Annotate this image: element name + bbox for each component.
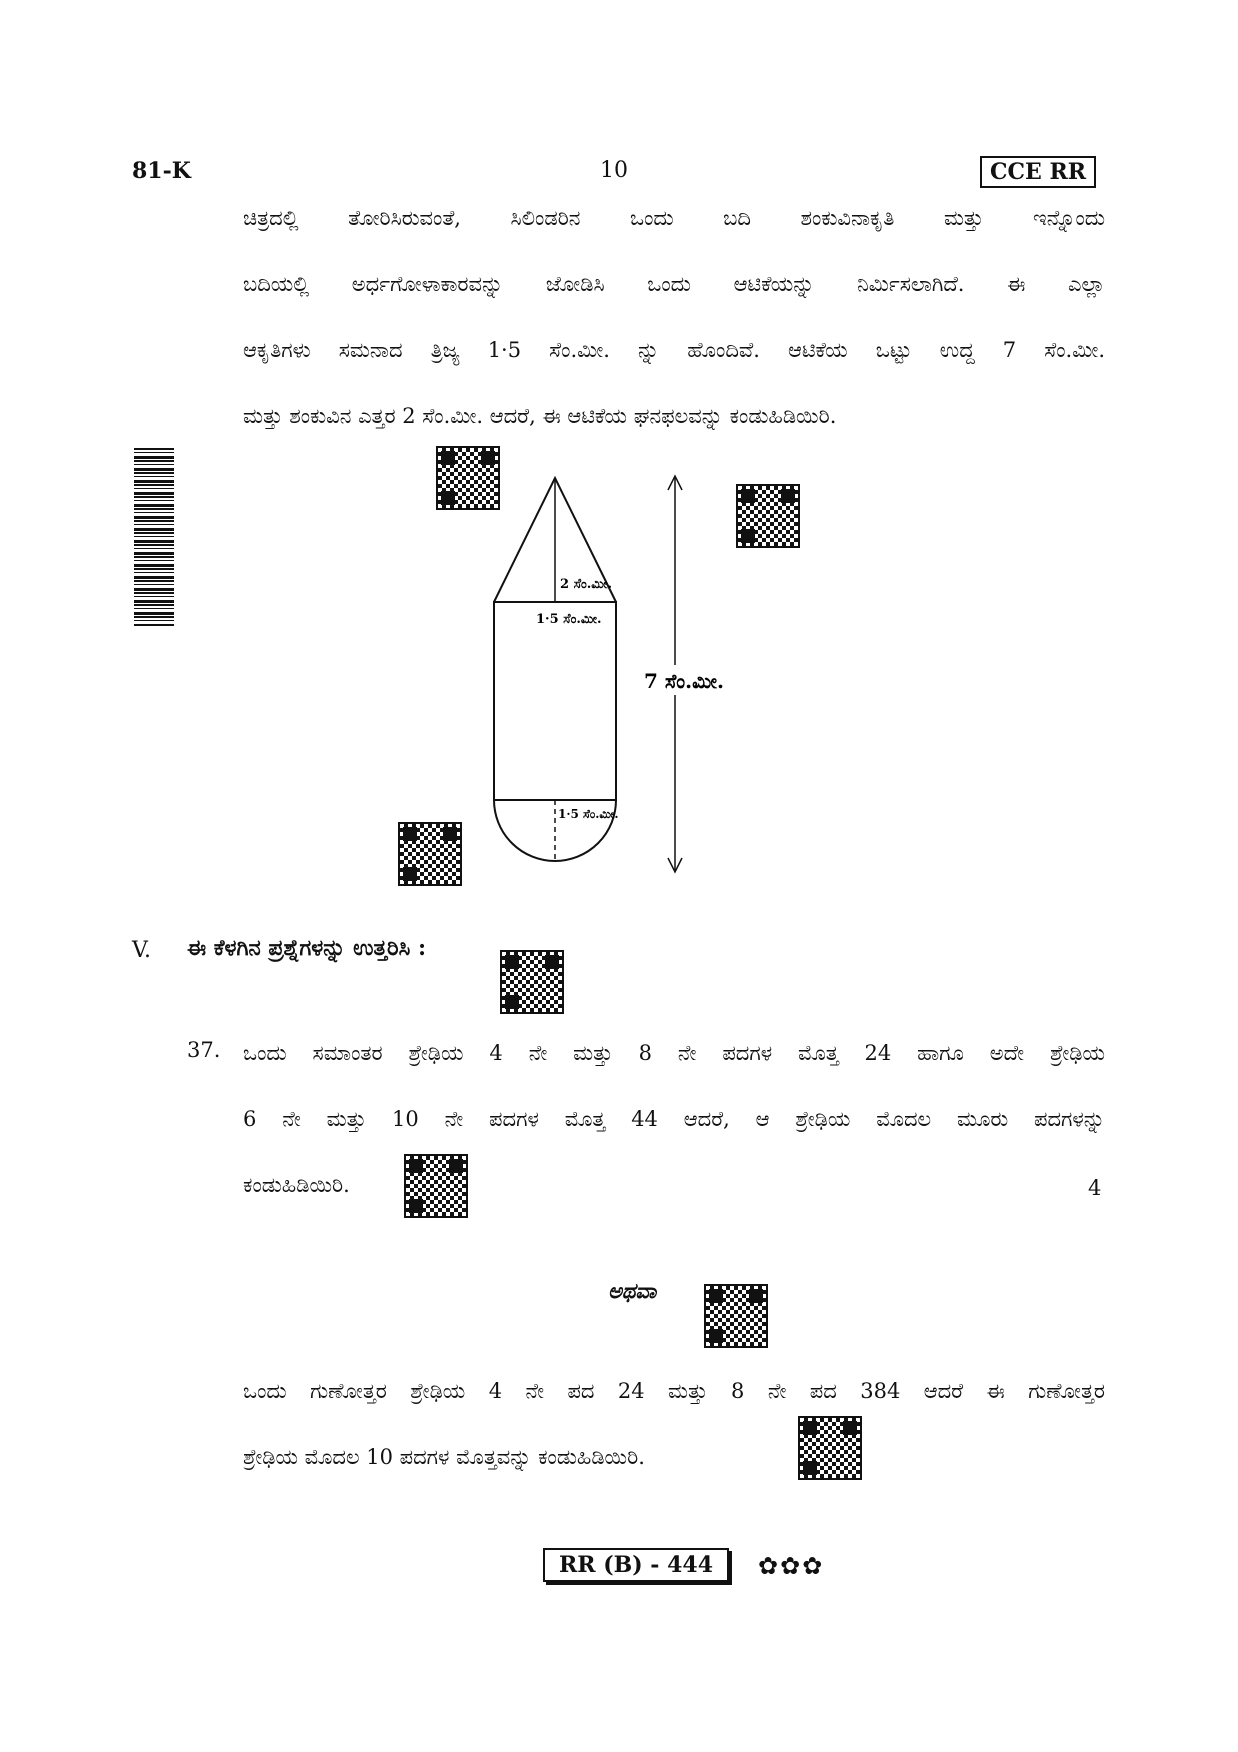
q37-alt-line-2: ಶ್ರೇಢಿಯ ಮೊದಲ 10 ಪದಗಳ ಮೊತ್ತವನ್ನು ಕಂಡುಹಿಡಿಯಿರಿ. bbox=[243, 1445, 645, 1469]
qr-code-icon bbox=[500, 950, 564, 1014]
barcode-image bbox=[134, 448, 174, 626]
cylinder-outline bbox=[494, 602, 616, 800]
question-37-text bbox=[243, 1020, 1105, 1218]
q37-alt-line-1: ಒಂದು ಗುಣೋತ್ತರ ಶ್ರೇಢಿಯ 4 ನೇ ಪದ 24 ಮತ್ತು 8 ನೇ ಪದ 384 ಆದರೆ ಈ ಗುಣೋತ್ತರ bbox=[243, 1379, 1105, 1403]
section-title: ಈ ಕೆಳಗಿನ ಪ್ರಶ್ನೆಗಳನ್ನು ಉತ್ತರಿಸಿ : bbox=[187, 935, 427, 961]
question-37-alternate-text bbox=[243, 1358, 1105, 1490]
footer-code-box: RR (B) - 444 bbox=[543, 1548, 729, 1582]
question-marks: 4 bbox=[1088, 1176, 1102, 1200]
q37-line-1: ಒಂದು ಸಮಾಂತರ ಶ್ರೇಢಿಯ 4 ನೇ ಮತ್ತು 8 ನೇ ಪದಗಳ ಮೊತ್ತ 24 ಹಾಗೂ ಅದೇ ಶ್ರೇಢಿಯ bbox=[243, 1041, 1105, 1065]
question-36-text bbox=[243, 185, 1105, 449]
q36-line-4: ಮತ್ತು ಶಂಕುವಿನ ಎತ್ತರ 2 ಸೆಂ.ಮೀ. ಆದರೆ, ಈ ಆಟಿಕೆಯ ಘನಫಲವನ್ನು ಕಂಡುಹಿಡಿಯಿರಿ. bbox=[243, 404, 837, 428]
paper-code: 81-K bbox=[132, 158, 191, 184]
q36-line-2: ಬದಿಯಲ್ಲಿ ಅರ್ಧಗೋಳಾಕಾರವನ್ನು ಜೋಡಿಸಿ ಒಂದು ಆಟಿಕೆಯನ್ನು ನಿರ್ಮಿಸಲಾಗಿದೆ. ಈ ಎಲ್ಲಾ bbox=[243, 272, 1105, 296]
or-separator: ಅಥವಾ bbox=[608, 1278, 657, 1303]
page-number: 10 bbox=[600, 158, 628, 183]
cylinder-radius-label: 1·5 ಸೆಂ.ಮೀ. bbox=[536, 612, 602, 627]
q36-line-3: ಆಕೃತಿಗಳು ಸಮನಾದ ತ್ರಿಜ್ಯ 1·5 ಸೆಂ.ಮೀ. ನ್ನು ಹೊಂದಿವೆ. ಆಟಿಕೆಯ ಒಟ್ಟು ಉದ್ದ 7 ಸೆಂ.ಮೀ. bbox=[243, 338, 1105, 362]
question-37-number: 37. bbox=[187, 1038, 221, 1062]
cone-height-label: 2 ಸೆಂ.ಮೀ. bbox=[560, 577, 612, 592]
total-length-label: 7 ಸೆಂ.ಮೀ. bbox=[644, 669, 724, 693]
ornament-icon: ✿✿✿ bbox=[758, 1552, 825, 1580]
qr-code-icon bbox=[704, 1284, 768, 1348]
hemisphere-radius-label: 1·5 ಸೆಂ.ಮೀ. bbox=[558, 807, 619, 821]
q37-line-2: 6 ನೇ ಮತ್ತು 10 ನೇ ಪದಗಳ ಮೊತ್ತ 44 ಆದರೆ, ಆ ಶ್ರೇಢಿಯ ಮೊದಲ ಮೂರು ಪದಗಳನ್ನು bbox=[243, 1107, 1105, 1131]
toy-figure-diagram bbox=[470, 460, 770, 880]
paper-tag-box: CCE RR bbox=[980, 156, 1096, 188]
q37-line-3: ಕಂಡುಹಿಡಿಯಿರಿ. bbox=[243, 1173, 350, 1197]
qr-code-icon bbox=[398, 822, 462, 886]
section-number: V. bbox=[132, 938, 152, 963]
q36-line-1: ಚಿತ್ರದಲ್ಲಿ ತೋರಿಸಿರುವಂತೆ, ಸಿಲಿಂಡರಿನ ಒಂದು ಬದಿ ಶಂಕುವಿನಾಕೃತಿ ಮತ್ತು ಇನ್ನೊಂದು bbox=[243, 206, 1105, 230]
